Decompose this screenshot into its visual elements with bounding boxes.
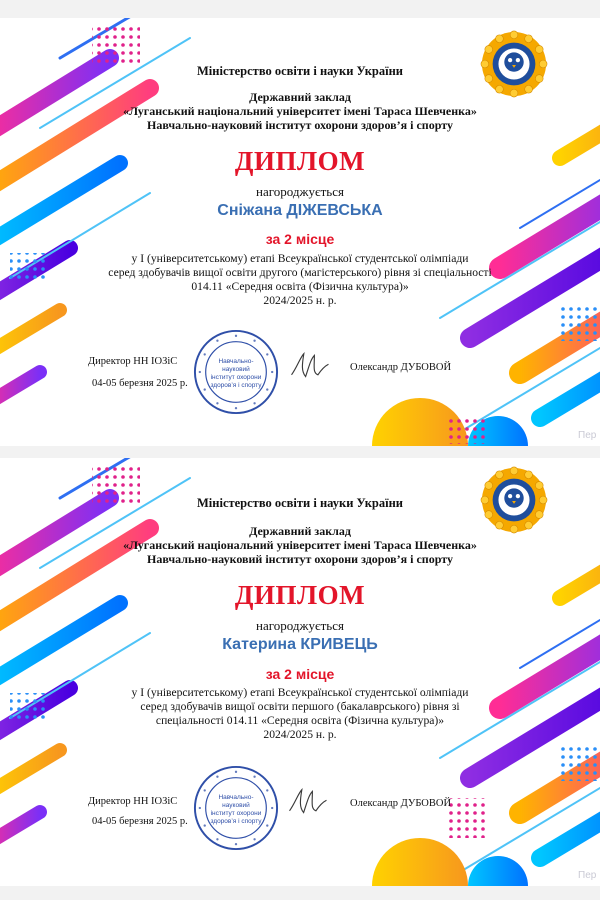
- diploma-title: ДИПЛОМ: [234, 146, 366, 176]
- description-line-4: 2024/2025 н. р.: [263, 294, 337, 307]
- description-line-4: 2024/2025 н. р.: [263, 728, 337, 741]
- stamp-text: Навчально-науковий інститут охорони здоров’я і спорту: [210, 794, 262, 825]
- institution-line-3: Навчально-науковий інститут охорони здоров’я і спорту: [147, 552, 453, 566]
- award-date: 04-05 березня 2025 р.: [92, 378, 188, 389]
- signature-mark: [288, 348, 332, 384]
- description-line-3: 014.11 «Середня освіта (Фізична культура)»: [191, 280, 409, 293]
- place-text: за 2 місце: [265, 666, 335, 682]
- diploma-title: ДИПЛОМ: [234, 580, 366, 610]
- place-text: за 2 місце: [265, 231, 335, 247]
- institution-line-3: Навчально-науковий інститут охорони здоров’я і спорту: [147, 118, 453, 132]
- signatory-name: Олександр ДУБОВОЙ: [350, 798, 452, 809]
- awarded-text: нагороджується: [256, 184, 344, 199]
- institution-line-1: Державний заклад: [249, 90, 351, 104]
- institution-line-2: «Луганський національний університет імені Тараса Шевченка»: [123, 104, 477, 118]
- certificate-2: [0, 458, 600, 886]
- description-line-2: серед здобувачів вищої освіти першого (бакалаврського) рівня зі: [140, 700, 460, 713]
- watermark-text: Пер: [578, 870, 597, 881]
- recipient-name: Катерина КРИВЕЦЬ: [222, 636, 378, 653]
- director-title: Директор НН ІОЗіС: [88, 356, 178, 367]
- award-date: 04-05 березня 2025 р.: [92, 816, 188, 827]
- signature-mark: [286, 784, 330, 820]
- ministry-heading: Міністерство освіти і науки України: [197, 496, 403, 510]
- ministry-heading: Міністерство освіти і науки України: [197, 64, 403, 78]
- awarded-text: нагороджується: [256, 618, 344, 633]
- description-line-3: спеціальності 014.11 «Середня освіта (Фізична культура)»: [155, 714, 445, 727]
- stamp-text: Навчально-науковий інститут охорони здоров’я і спорту: [210, 358, 262, 389]
- institution-line-2: «Луганський національний університет імені Тараса Шевченка»: [123, 538, 477, 552]
- institution-line-1: Державний заклад: [249, 524, 351, 538]
- watermark-text: Пер: [578, 430, 597, 441]
- recipient-name: Сніжана ДІЖЕВСЬКА: [217, 202, 383, 219]
- description-line-1: у І (університетському) етапі Всеукраїнської студентської олімпіади: [131, 252, 469, 265]
- signatory-name: Олександр ДУБОВОЙ: [350, 362, 452, 373]
- description-line-1: у І (університетському) етапі Всеукраїнської студентської олімпіади: [131, 686, 469, 699]
- certificate-1: [0, 18, 600, 446]
- description-line-2: серед здобувачів вищої освіти другого (магістерського) рівня зі спеціальності: [108, 266, 492, 279]
- director-title: Директор НН ІОЗіС: [88, 796, 178, 807]
